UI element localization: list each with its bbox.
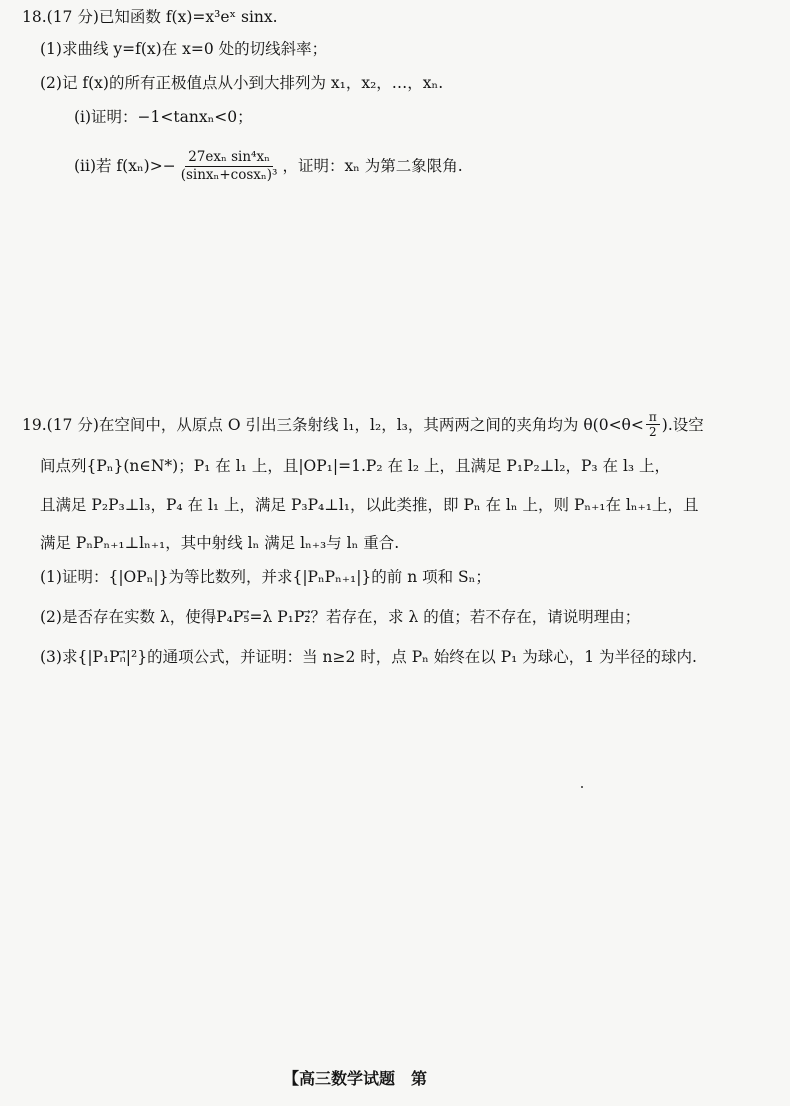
q18-part2-ii-suffix: ，证明：xₙ 为第二象限角. bbox=[282, 157, 463, 175]
q18-fraction bbox=[178, 149, 281, 184]
q18-part2-i: (i)证明：−1<tanxₙ<0； bbox=[74, 108, 253, 126]
q19-line1-suffix: ).设空 bbox=[661, 415, 704, 434]
q18-part2: (2)记 f(x)的所有正极值点从小到大排列为 x₁，x₂，…，xₙ. bbox=[40, 74, 444, 92]
page-footer: 【高三数学试题 第 bbox=[283, 1069, 428, 1088]
q19-part2: (2)是否存在实数 λ，使得P₄P₅⃗=λ P₁P₂⃗？若存在，求 λ 的值；若不存在，请说明理由； bbox=[40, 608, 641, 626]
stray-dot bbox=[581, 786, 583, 788]
q19-line2: 间点列{Pₙ}(n∈N*)；P₁ 在 l₁ 上，且|OP₁|=1.P₂ 在 l₂ 上，且满足 P₁P₂⊥l₂，P₃ 在 l₃ 上， bbox=[40, 457, 671, 475]
q19-line1 bbox=[22, 410, 704, 439]
q19-pi-denominator: 2 bbox=[649, 425, 657, 439]
q19-line4: 满足 PₙPₙ₊₁⊥lₙ₊₁，其中射线 lₙ 满足 lₙ₊₃与 lₙ 重合. bbox=[40, 534, 400, 552]
q18-part1: (1)求曲线 y=f(x)在 x=0 处的切线斜率； bbox=[40, 40, 328, 58]
q19-line1-prefix: 19.(17 分)在空间中，从原点 O 引出三条射线 l₁，l₂，l₃，其两两之间的夹角均为 θ(0<θ< bbox=[22, 415, 644, 434]
q18-fraction-numerator: 27exₙ sin⁴xₙ bbox=[185, 149, 273, 167]
q19-pi-numerator: π bbox=[646, 410, 660, 425]
q19-pi-half-fraction bbox=[646, 410, 660, 439]
q19-part1: (1)证明：{|OPₙ|}为等比数列，并求{|PₙPₙ₊₁|}的前 n 项和 Sₙ； bbox=[40, 568, 491, 586]
q19-part3: (3)求{|P₁Pₙ⃗|²}的通项公式，并证明：当 n≥2 时，点 Pₙ 始终在以 P₁ 为球心，1 为半径的球内. bbox=[40, 648, 697, 666]
q18-fraction-denominator: (sinxₙ+cosxₙ)³ bbox=[180, 166, 278, 183]
q18-part2-ii-prefix: (ii)若 f(xₙ)>− bbox=[74, 157, 176, 175]
q19-line3: 且满足 P₂P₃⊥l₃，P₄ 在 l₁ 上，满足 P₃P₄⊥l₁，以此类推，即 Pₙ 在 lₙ 上，则 Pₙ₊₁在 lₙ₊₁上，且 bbox=[40, 496, 699, 514]
q18-part2-ii bbox=[74, 146, 463, 186]
q18-title: 18.(17 分)已知函数 f(x)=x³eˣ sinx. bbox=[22, 8, 278, 26]
